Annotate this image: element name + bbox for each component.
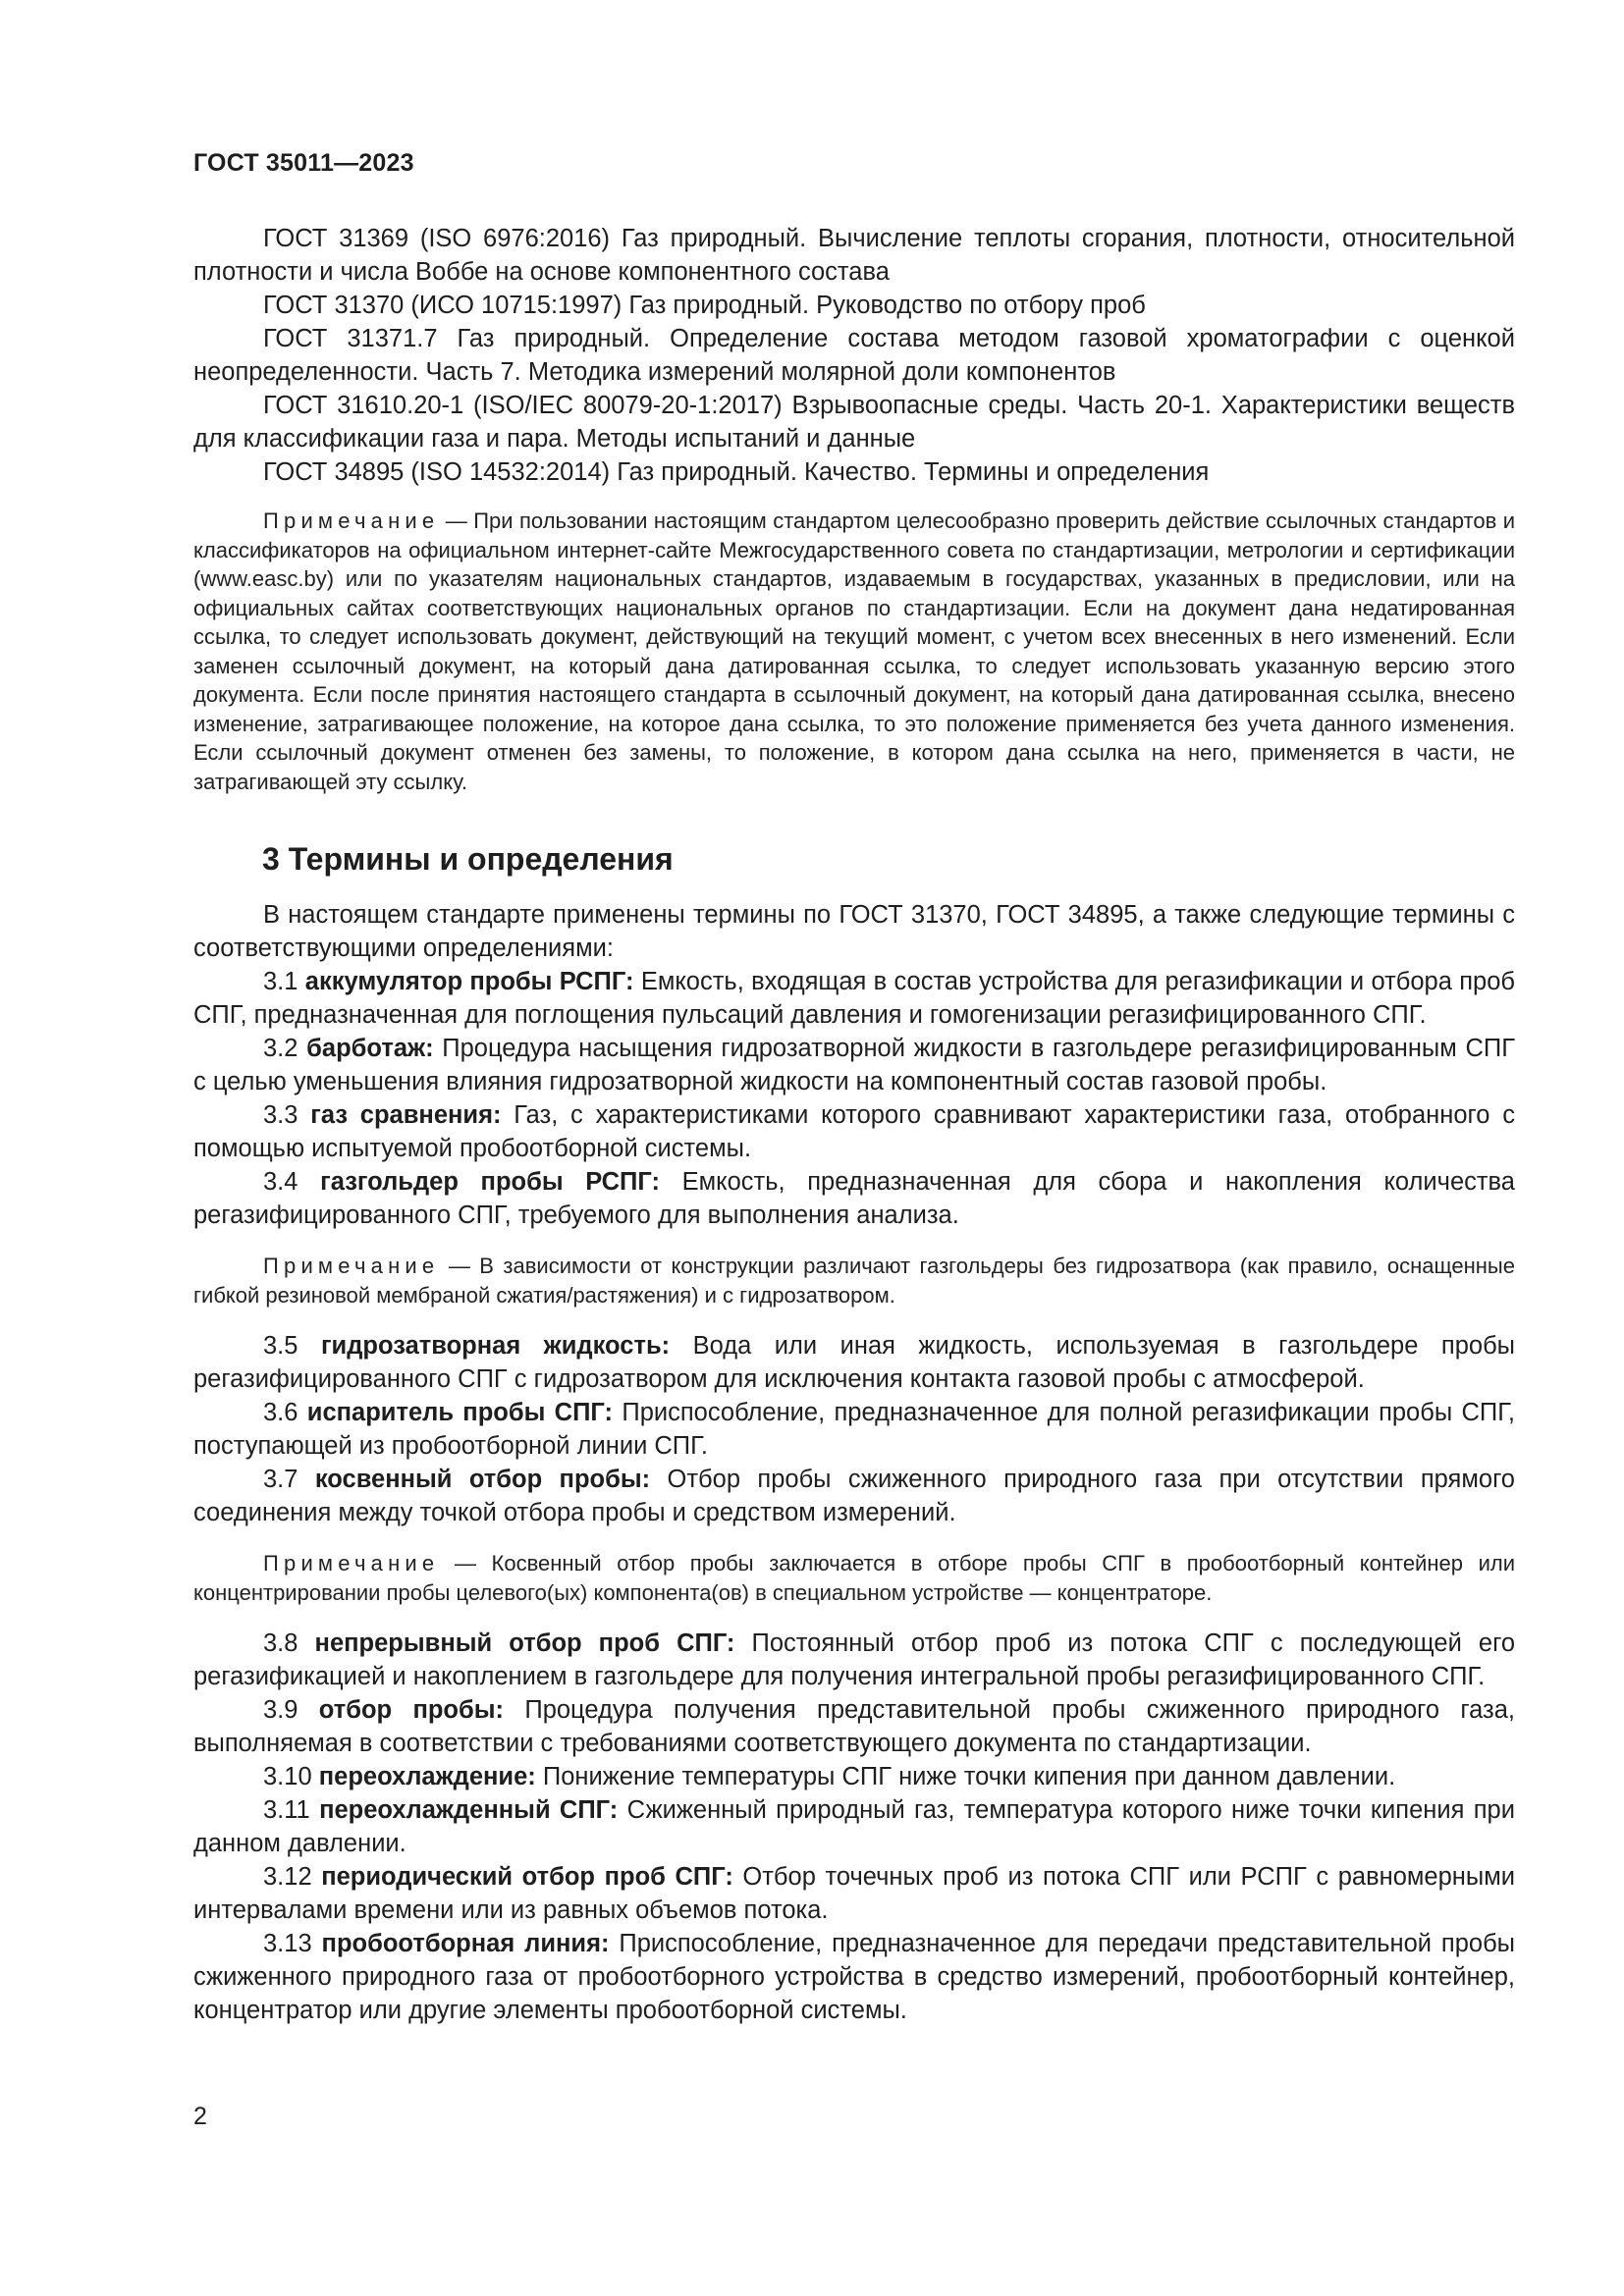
term-entry: [193, 1032, 1515, 1098]
term-number: 3.3: [263, 1101, 298, 1129]
term-number: 3.4: [263, 1168, 298, 1196]
term-number: 3.12: [263, 1863, 312, 1891]
term-name: отбор пробы:: [318, 1696, 505, 1724]
term-definition: Вода или иная жидкость, используемая в газгольдере пробы регазифицированного СПГ с гидрозатвором для исключения контакта газовой пробы с атмосферой.: [193, 1332, 1515, 1393]
note-label: Примечание: [263, 1551, 440, 1575]
reference-item: ГОСТ 31610.20-1 (ISO/IEC 80079-20-1:2017) Взрывоопасные среды. Часть 20-1. Характеристики веществ для классификации газа и пара. Методы испытаний и данные: [193, 392, 1515, 453]
term-entry: [193, 1463, 1515, 1529]
term-number: 3.2: [263, 1035, 298, 1062]
term-entry: [193, 1329, 1515, 1396]
term-definition: Емкость, входящая в состав устройства для регазификации и отбора проб СПГ, предназначенная для поглощения пульсаций давления и гомогенизации регазифицированного СПГ.: [193, 968, 1515, 1029]
term-definition: Приспособление, предназначенное для полной регазификации пробы СПГ, поступающей из пробоотборной линии СПГ.: [193, 1399, 1515, 1460]
term-name: газ сравнения:: [310, 1101, 502, 1129]
term-entry: [193, 1860, 1515, 1927]
term-number: 3.1: [263, 968, 298, 995]
term-number: 3.6: [263, 1399, 298, 1426]
term-entry: [193, 1793, 1515, 1860]
term-definition: Процедура получения представительной пробы сжиженного природного газа, выполняемая в соответствии с требованиями соответствующего документа по стандартизации.: [193, 1696, 1515, 1757]
term-entry: [193, 1396, 1515, 1463]
term-number: 3.11: [263, 1796, 310, 1824]
term-definition: Отбор пробы сжиженного природного газа при отсутствии прямого соединения между точкой отбора пробы и средством измерений.: [193, 1466, 1515, 1526]
term-definition: Газ, с характеристиками которого сравнивают характеристики газа, отобранного с помощью испытуемой пробоотборной системы.: [193, 1101, 1515, 1162]
term-number: 3.8: [263, 1629, 298, 1657]
term-name: непрерывный отбор проб СПГ:: [314, 1629, 735, 1657]
term-entry: [193, 1760, 1515, 1793]
term-number: 3.5: [263, 1332, 298, 1360]
page-number: 2: [193, 2103, 207, 2130]
page-content: [193, 222, 1515, 2027]
note-label: Примечание: [263, 1254, 440, 1278]
term-name: барботаж:: [306, 1035, 434, 1062]
note-text: — При пользовании настоящим стандартом целесообразно проверить действие ссылочных стандартов и классификаторов на официальном интернет-сайте Межгосударственного совета по стандартизации, метрологии и сертификации (www.easc.by) или по указателям национальных стандартов, издаваемым в государствах, указанных в предисловии, или на официальных сайтах соответствующих национальных органов по стандартизации. Если на документ дана недатированная ссылка, то следует использовать документ, действующий на текущий момент, с учетом всех внесенных в него изменений. Если заменен ссылочный документ, на который дана датированная ссылка, то следует использовать указанную версию этого документа. Если после принятия настоящего стандарта в ссылочный документ, на который дана датированная ссылка, внесено изменение, затрагивающее положение, на которое дана ссылка, то это положение применяется без учета данного изменения. Если ссылочный документ отменен без замены, то положение, в котором дана ссылка на него, применяется в части, не затрагивающей эту ссылку.: [193, 508, 1515, 794]
term-name: испаритель пробы СПГ:: [306, 1399, 614, 1426]
note-label: Примечание: [263, 508, 440, 533]
running-header: ГОСТ 35011—2023: [193, 149, 414, 177]
term-entry: [193, 1098, 1515, 1165]
section-intro: В настоящем стандарте применены термины по ГОСТ 31370, ГОСТ 34895, а также следующие термины с соответствующими определениями:: [193, 901, 1515, 962]
note-text: — Косвенный отбор пробы заключается в отборе пробы СПГ в пробоотборный контейнер или концентрировании пробы целевого(ых) компонента(ов) в специальном устройстве — концентраторе.: [193, 1551, 1515, 1605]
term-definition: Процедура насыщения гидрозатворной жидкости в газгольдере регазифицированным СПГ с целью уменьшения влияния гидрозатворной жидкости на компонентный состав газовой пробы.: [193, 1035, 1516, 1095]
term-name: переохлаждение:: [318, 1763, 536, 1790]
note-text: — В зависимости от конструкции различают газгольдеры без гидрозатвора (как правило, оснащенные гибкой резиновой мембраной сжатия/растяжения) и с гидрозатвором.: [193, 1254, 1515, 1308]
term-definition: Понижение температуры СПГ ниже точки кипения при данном давлении.: [542, 1763, 1396, 1790]
term-name: газгольдер пробы РСПГ:: [320, 1168, 660, 1196]
note-gasholder: [193, 1252, 1515, 1309]
term-number: 3.7: [263, 1466, 298, 1493]
term-number: 3.9: [263, 1696, 298, 1724]
term-name: переохлажденный СПГ:: [319, 1796, 619, 1824]
term-entry: [193, 965, 1515, 1032]
term-number: 3.13: [263, 1930, 312, 1957]
term-name: гидрозатворная жидкость:: [320, 1332, 671, 1360]
term-entry: [193, 1693, 1515, 1760]
section-heading: 3 Термины и определения: [262, 841, 674, 877]
term-definition: Емкость, предназначенная для сбора и накопления количества регазифицированного СПГ, требуемого для выполнения анализа.: [193, 1168, 1515, 1229]
reference-item: ГОСТ 31370 (ИСО 10715:1997) Газ природный. Руководство по отбору проб: [263, 292, 1146, 319]
term-entry: [193, 1627, 1515, 1693]
term-entry: [193, 1927, 1515, 2027]
term-definition: Постоянный отбор проб из потока СПГ с последующей его регазификацией и накоплением в газгольдере для получения интегральной пробы регазифицированного СПГ.: [193, 1629, 1515, 1690]
term-number: 3.10: [263, 1763, 312, 1790]
note-indirect-sampling: [193, 1549, 1515, 1607]
term-definition: Отбор точечных проб из потока СПГ или РСПГ с равномерными интервалами времени или из равных объемов потока.: [193, 1863, 1515, 1924]
term-name: периодический отбор проб СПГ:: [321, 1863, 733, 1891]
reference-item: ГОСТ 31371.7 Газ природный. Определение состава методом газовой хроматографии с оценкой неопределенности. Часть 7. Методика измерений молярной доли компонентов: [193, 325, 1515, 386]
term-definition: Приспособление, предназначенное для передачи представительной пробы сжиженного природного газа от пробоотборного устройства в средство измерений, пробоотборный контейнер, концентратор или другие элементы пробоотборной системы.: [193, 1930, 1516, 2024]
term-name: косвенный отбор пробы:: [314, 1466, 651, 1493]
term-name: пробоотборная линия:: [321, 1930, 610, 1957]
term-definition: Сжиженный природный газ, температура которого ниже точки кипения при данном давлении.: [193, 1796, 1515, 1857]
reference-item: ГОСТ 34895 (ISO 14532:2014) Газ природный. Качество. Термины и определения: [263, 458, 1210, 486]
note-references: [193, 507, 1515, 796]
reference-item: ГОСТ 31369 (ISO 6976:2016) Газ природный. Вычисление теплоты сгорания, плотности, относительной плотности и числа Воббе на основе компонентного состава: [193, 225, 1515, 286]
term-name: аккумулятор пробы РСПГ:: [304, 968, 634, 995]
term-entry: [193, 1165, 1515, 1232]
